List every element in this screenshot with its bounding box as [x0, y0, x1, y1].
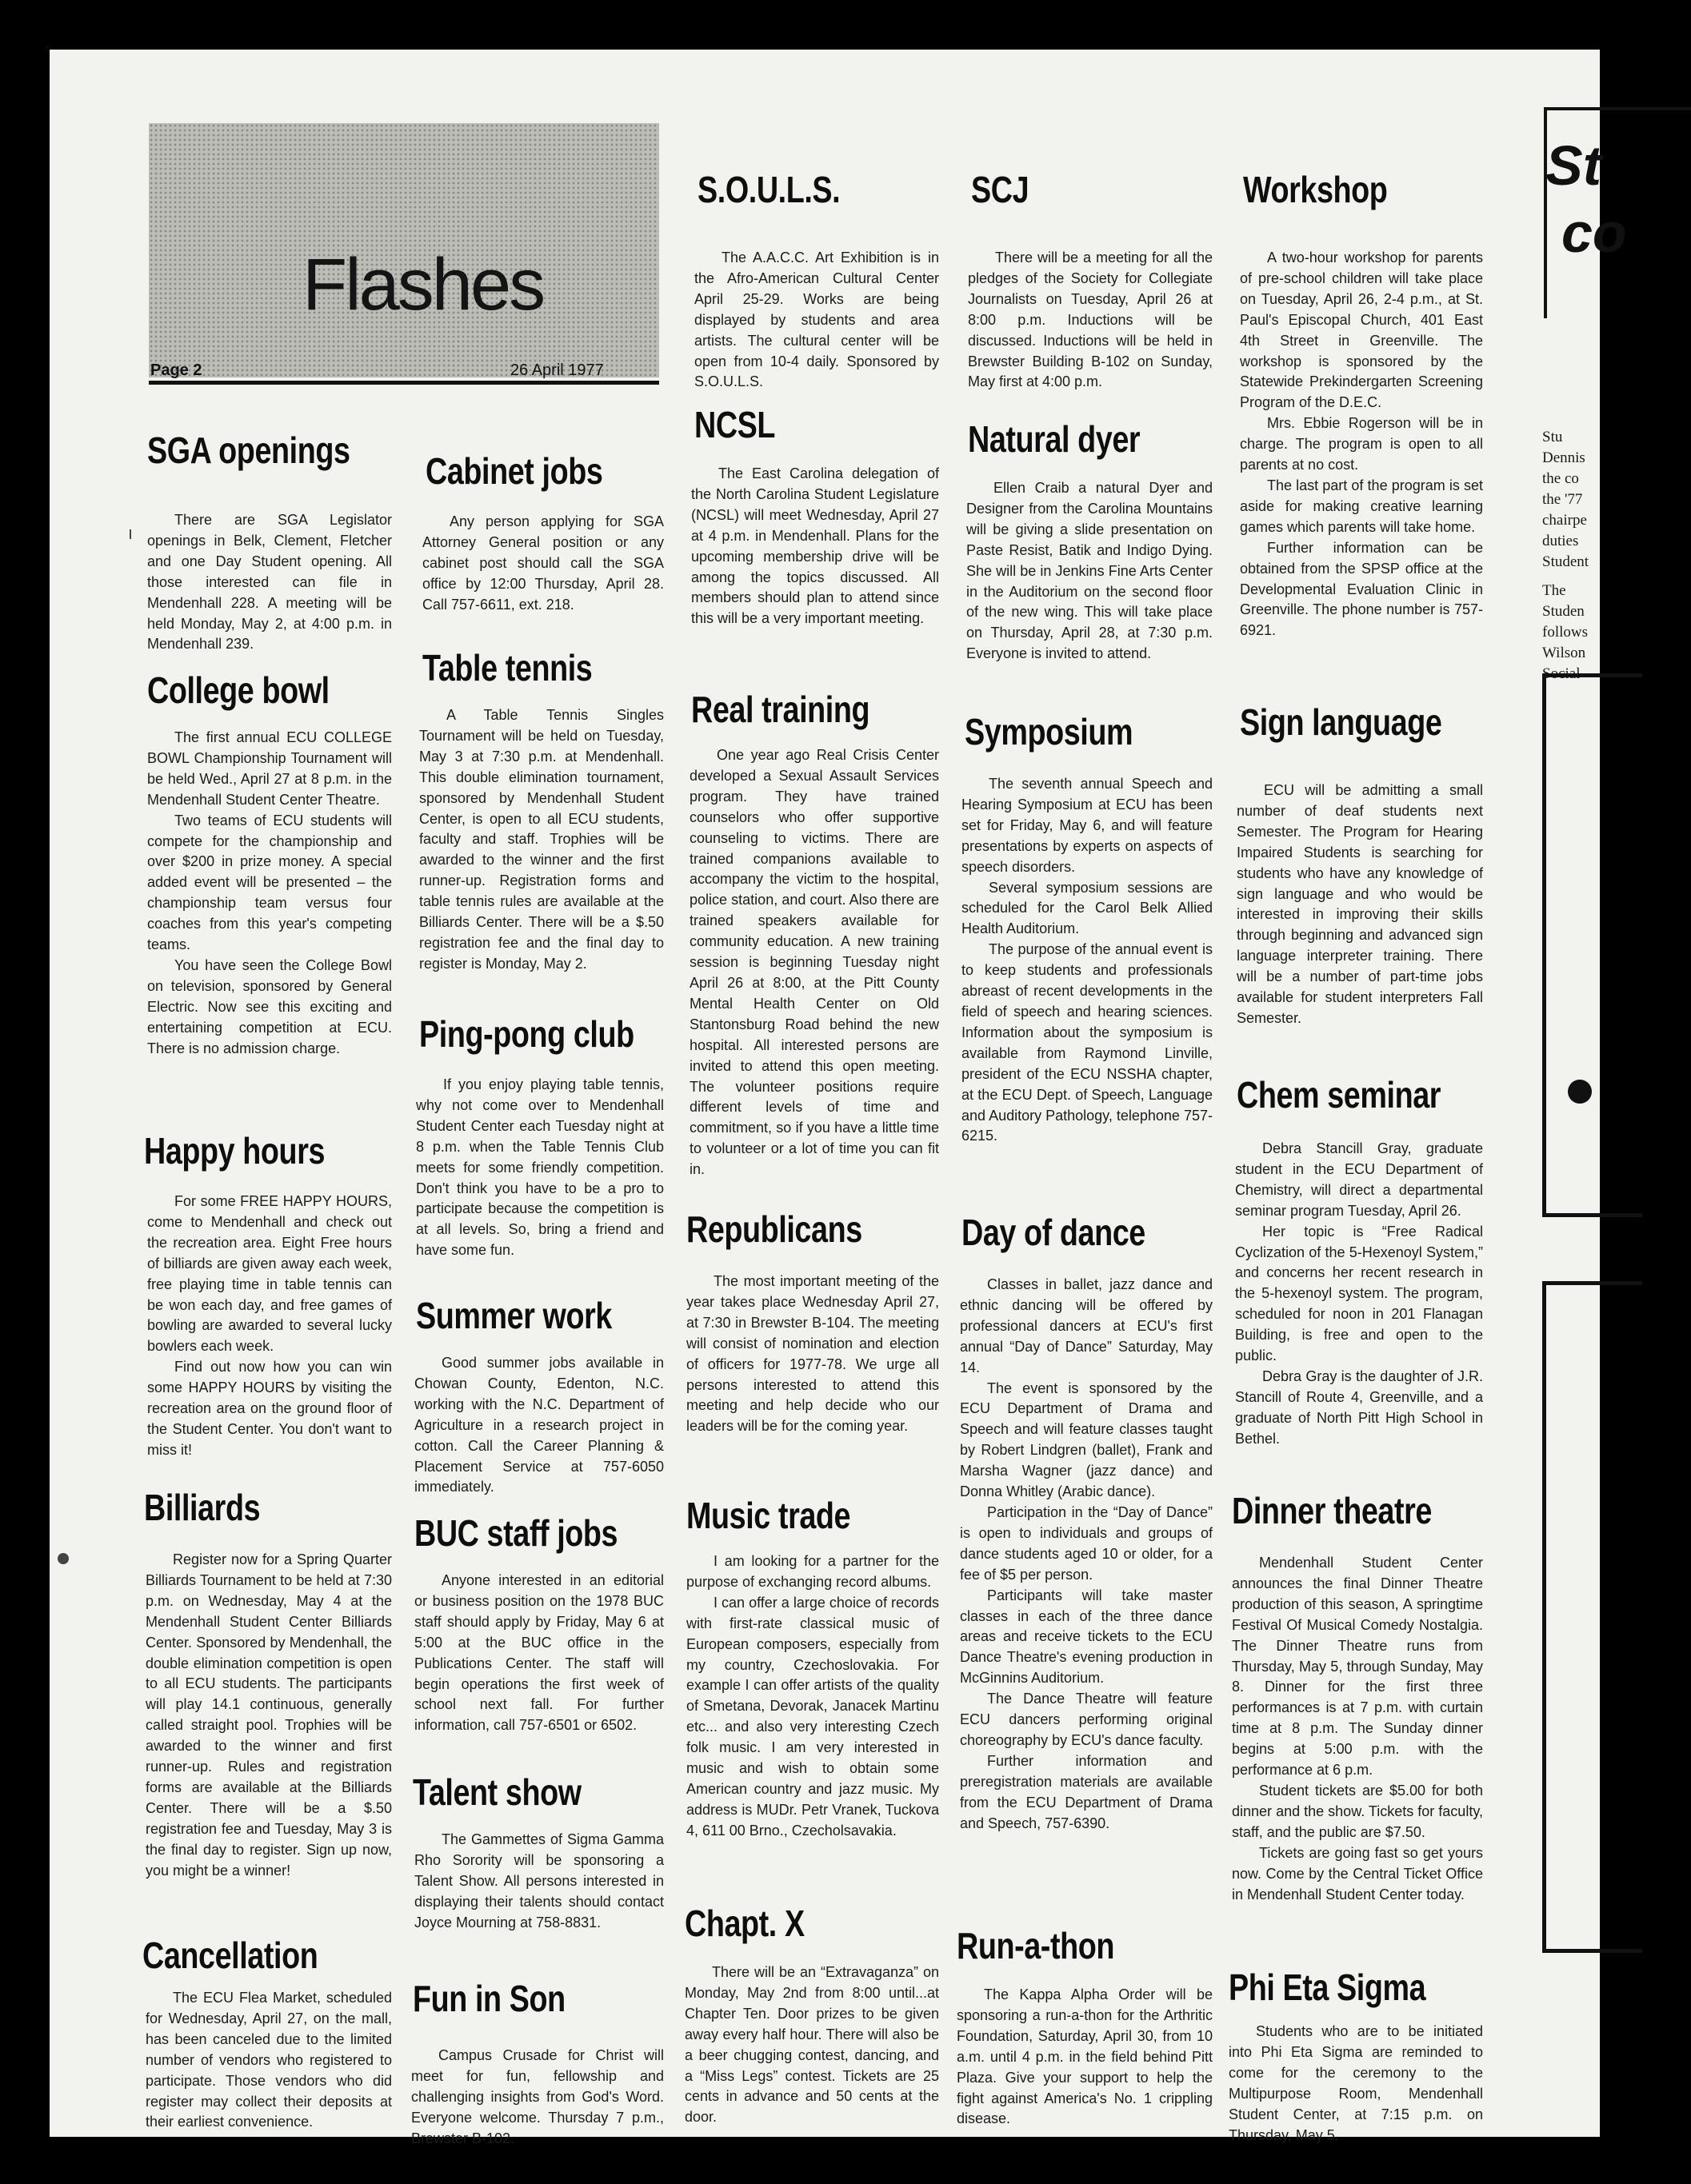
article-paragraph: Ellen Craib a natural Dyer and Designer from the Carolina Mountains will be giving a slide presentation on Paste Resist, Batik and Indigo Dying. She will be in Jenkins Fine Arts Center in the Auditorium on the second floor of the new wing. This will take place on Thursday, April 28, at 7:30 p.m. Everyone is invited to attend. — [966, 480, 1213, 662]
adjacent-text-line: Studen — [1542, 603, 1585, 620]
article-body — [419, 705, 664, 975]
article-headline: Natural dyer — [968, 418, 1141, 460]
article-paragraph: Classes in ballet, jazz dance and ethnic dancing will be offered by professional dancers at ECU's first annual “Day of Dance” Saturday, May 14. — [960, 1276, 1213, 1375]
article-paragraph: ECU will be admitting a small number of deaf students next Semester. The Program for Hearing Impaired Students is searching for students who have any knowledge of sign language and who would be interested in improving their skills through beginning and advanced sign language interpreter training. There will be a number of part-time jobs available for student interpreters Fall Semester. — [1237, 782, 1483, 1026]
article-paragraph: Participants will take master classes in each of the three dance areas and receive tickets to the ECU Dance Theatre's evening production in McGinnins Auditorium. — [960, 1587, 1213, 1687]
article-headline: Republicans — [686, 1208, 862, 1250]
article-headline: Workshop — [1243, 169, 1388, 210]
article-headline: Chapt. X — [685, 1903, 805, 1944]
article-body — [961, 774, 1213, 1147]
article-headline: BUC staff jobs — [414, 1512, 618, 1554]
article-headline: Music trade — [686, 1495, 851, 1536]
article-paragraph: Good summer jobs available in Chowan County, Edenton, N.C. working with the N.C. Department of Agriculture in a research project in cotton. Call the Career Planning & Placement Service at 757-6050 immediately. — [414, 1355, 664, 1495]
article-headline: Cancellation — [142, 1934, 318, 1976]
article-paragraph: For some FREE HAPPY HOURS, come to Mendenhall and check out the recreation area. Eight Free hours of billiards are given away each week, free playing time in table tennis can be won each day, and free games of bowling are awarded to several lucky bowlers each week. — [147, 1193, 392, 1355]
folio-rule — [149, 381, 659, 385]
article-paragraph: The most important meeting of the year takes place Wednesday April 27, at 7:30 in Brewster B-104. The meeting will consist of nomination and election of officers for 1977-78. We urge all persons interested to attend this meeting and help decide who our leaders will be for the coming year. — [686, 1273, 939, 1435]
article-headline: Fun in Son — [413, 1978, 566, 2019]
margin-tick — [130, 529, 131, 539]
article-paragraph: Students who are to be initiated into Phi Eta Sigma are reminded to come for the ceremony to the Multipurpose Room, Mendenhall Student Center, at 7:15 p.m. on Thursday, May 5. — [1229, 2023, 1483, 2143]
article-body — [694, 248, 939, 393]
article-body — [966, 478, 1213, 665]
article-paragraph: The purpose of the annual event is to keep students and professionals abreast of recent developments in the field of speech and hearing sciences. Information about the symposium is available from Raymond Linville, president of the ECU NSSHA chapter, at the ECU Dept. of Speech, Language and Auditory Pathology, telephone 757-6215. — [961, 941, 1213, 1144]
article-headline: SGA openings — [147, 429, 350, 471]
article-body — [414, 1353, 664, 1498]
article-paragraph: The East Carolina delegation of the North Carolina Student Legislature (NCSL) will meet Wednesday, April 27 at 4 p.m. in Mendenhall. Plans for the upcoming membership drive will be among the topics discussed. All members should plan to attend since this will be a very important meeting. — [691, 465, 939, 627]
article-headline: Phi Eta Sigma — [1229, 1966, 1426, 2008]
article-body — [968, 248, 1213, 393]
article-paragraph: Student tickets are $5.00 for both dinner and the show. Tickets for faculty, staff, and the public are $7.50. — [1232, 1782, 1483, 1840]
article-paragraph: The Kappa Alpha Order will be sponsoring a run-a-thon for the Arthritic Foundation, Saturday, April 30, from 10 a.m. until 4 p.m. in the field behind Pitt Plaza. Give your support to help the fight against America's No. 1 crippling disease. — [957, 1986, 1213, 2127]
article-body — [1235, 1139, 1483, 1450]
adjacent-text-line: Social — [1542, 665, 1581, 682]
newspaper-page — [50, 50, 1504, 2146]
article-body — [414, 1830, 664, 1934]
adjacent-text-line: the co — [1542, 470, 1579, 487]
article-body — [147, 510, 392, 655]
adjacent-text-line: Student — [1542, 553, 1589, 570]
article-body — [686, 1272, 939, 1437]
article-paragraph: I am looking for a partner for the purpose of exchanging record albums. — [686, 1553, 939, 1590]
article-paragraph: Further information can be obtained from the SPSP office at the Developmental Evaluation Clinic in Greenville. The phone number is 757-6921. — [1240, 539, 1483, 639]
article-headline: SCJ — [971, 169, 1029, 210]
adjacent-headline-fragment: co — [1561, 202, 1627, 264]
adjacent-box-border — [1542, 1281, 1642, 1953]
article-body — [960, 1275, 1213, 1834]
article-headline: Sign language — [1240, 701, 1442, 743]
issue-date: 26 April 1977 — [510, 361, 604, 379]
article-paragraph: Find out now how you can win some HAPPY HOURS by visiting the recreation area on the ground floor of the Student Center. You don't want to miss it! — [147, 1359, 392, 1458]
article-headline: Real training — [691, 689, 870, 730]
article-paragraph: I can offer a large choice of records with first-rate classical music of European composers, especially from my country, Czechoslovakia. For example I can offer artists of the quality of Smetana, Devorak, Janacek Martinu etc... and also very interesting Czech folk music. I am very interested in music and wish to obtain some American country and jazz music. My address is MUDr. Petr Vranek, Tuckova 4, 611 00 Brno., Czecholsavakia. — [686, 1594, 939, 1839]
article-paragraph: The A.A.C.C. Art Exhibition is in the Afro-American Cultural Center April 25-29. Works are being displayed by students and area artists. The cultural center will be open from 10-4 daily. Sponsored by S.O.U.L.S. — [694, 250, 939, 390]
article-body — [416, 1075, 664, 1261]
article-paragraph: Debra Gray is the daughter of J.R. Stancill of Route 4, Greenville, and a graduate of North Pitt High School in Bethel. — [1235, 1367, 1483, 1447]
flashes-masthead — [149, 123, 659, 377]
article-body — [685, 1962, 939, 2128]
article-body — [691, 464, 939, 629]
article-body — [1240, 248, 1483, 641]
article-paragraph: The event is sponsored by the ECU Department of Drama and Speech and will feature classes taught by Robert Lindgren (ballet), Frank and Marsha Wagner (jazz dance) and Donna Whitley (Arabic dance). — [960, 1379, 1213, 1500]
adjacent-text-line: Wilson — [1542, 645, 1586, 661]
article-body — [1229, 2022, 1483, 2146]
article-headline: Billiards — [144, 1487, 261, 1528]
masthead-title: Flashes — [302, 244, 544, 325]
adjacent-text-line: chairpe — [1542, 512, 1587, 529]
adjacent-text-line: Stu — [1542, 429, 1563, 445]
article-headline: Talent show — [413, 1771, 582, 1813]
article-paragraph: There will be an “Extravaganza” on Monday, May 2nd from 8:00 until...at Chapter Ten. Door prizes to be given away every half hour. There will also be a beer chugging contest, dancing, and a “Miss Legs” contest. Tickets are 25 cents in advance and 50 cents at the door. — [685, 1964, 939, 2126]
article-paragraph: Participation in the “Day of Dance” is open to individuals and groups of dance students aged 10 or older, for a fee of $5 per person. — [960, 1503, 1213, 1583]
article-body — [146, 1550, 392, 1882]
article-paragraph: Further information and preregistration materials are available from the ECU Department of Drama and Speech, 757-6390. — [960, 1752, 1213, 1831]
article-paragraph: Mendenhall Student Center announces the final Dinner Theatre production of this season, A springtime Festival Of Musical Comedy Nostalgia. The Dinner Theatre runs from Thursday, May 5, through Sunday, May 8. Dinner for the first three performances is at 7 p.m. with curtain time at 8 p.m. The Sunday dinner begins at 5:00 p.m. with the performance at 6 p.m. — [1232, 1555, 1483, 1779]
adjacent-text-line: The — [1542, 582, 1566, 599]
article-paragraph: Her topic is “Free Radical Cyclization of the 5-Hexenoyl System,” and concerns her recent research in the 5-hexenoyl system. The program, scheduled for noon in 201 Flanagan Building, is free and open to the public. — [1235, 1223, 1483, 1364]
article-headline: Symposium — [965, 711, 1133, 753]
article-headline: Run-a-thon — [957, 1925, 1115, 1966]
article-headline: NCSL — [694, 404, 776, 445]
article-paragraph: Mrs. Ebbie Rogerson will be in charge. The program is open to all parents at no cost. — [1240, 415, 1483, 473]
article-headline: College bowl — [147, 669, 330, 711]
adjacent-text-line: Dennis — [1542, 449, 1585, 466]
article-paragraph: The first annual ECU COLLEGE BOWL Championship Tournament will be held Wed., April 27 at 8 p.m. in the Mendenhall Student Center Theatre. — [147, 729, 392, 808]
adjacent-page-fragment — [1497, 50, 1627, 2137]
adjacent-text-line: follows — [1542, 624, 1588, 641]
article-paragraph: Tickets are going fast so get yours now. Come by the Central Ticket Office in Mendenhall Student Center today. — [1232, 1844, 1483, 1903]
adjacent-headline-fragment: St — [1545, 134, 1601, 197]
article-body — [686, 1551, 939, 1842]
adjacent-text-line: duties — [1542, 533, 1579, 549]
article-paragraph: A two-hour workshop for parents of pre-school children will take place on Tuesday, April 26, 2-4 p.m., at St. Paul's Episcopal Church, 401 East 4th Street in Greenville. The workshop is sponsored by the Statewide Prekindergarten Screening Program of the D.E.C. — [1240, 250, 1483, 411]
article-body — [1232, 1553, 1483, 1905]
article-headline: Chem seminar — [1237, 1074, 1441, 1116]
article-paragraph: There will be a meeting for all the pledges of the Society for Collegiate Journalists on Tuesday, April 26 at 8:00 p.m. Inductions will be discussed. Inductions will be held in Brewster Building B-102 on Sunday, May first at 4:00 p.m. — [968, 250, 1213, 390]
article-body — [690, 745, 939, 1180]
article-headline: S.O.U.L.S. — [698, 169, 841, 210]
article-paragraph: If you enjoy playing table tennis, why not come over to Mendenhall Student Center each Tuesday night at 8 p.m. when the Table Tennis Club meets for some friendly competition. Don't think you have to be a pro to participate because the competition is at all levels. So, bring a friend and have some fun. — [416, 1076, 664, 1259]
article-headline: Happy hours — [144, 1130, 326, 1172]
article-paragraph: Anyone interested in an editorial or business position on the 1978 BUC staff should apply by Friday, May 6 at 5:00 at the BUC office in the Publications Center. The staff will begin operations the first week of school next fall. For further information, call 757-6501 or 6502. — [414, 1572, 664, 1734]
page-number: Page 2 — [150, 361, 202, 379]
article-body — [411, 2046, 664, 2150]
article-paragraph: You have seen the College Bowl on television, sponsored by General Electric. Now see this exciting and entertaining competition at ECU. There is no admission charge. — [147, 956, 392, 1056]
article-paragraph: Debra Stancill Gray, graduate student in the ECU Department of Chemistry, will direct a departmental seminar program Tuesday, April 26. — [1235, 1140, 1483, 1219]
article-headline: Day of dance — [961, 1212, 1145, 1253]
bullet-dot — [1568, 1080, 1592, 1104]
article-paragraph: One year ago Real Crisis Center developed a Sexual Assault Services program. They have trained counselors who offer supportive counseling to victims. There are trained companions available to accompany the victim to the hospital, police station, and court. Also there are trained speakers available for community education. A new training session is beginning Tuesday night April 26 at 8:00, at the Pitt County Mental Health Center on Old Stantonsburg Road behind the new hospital. All interested persons are invited to attend this open meeting. The volunteer positions require different levels of time and commitment, so if you have a little time to volunteer or a lot of time you can fit in. — [690, 747, 939, 1178]
adjacent-box-border — [1542, 673, 1642, 1217]
article-paragraph: Two teams of ECU students will compete for the championship and over $200 in prize money. A special added event will be presented – the championship team versus four coaches from this year's competing teams. — [147, 812, 392, 953]
article-paragraph: Several symposium sessions are scheduled for the Carol Belk Allied Health Auditorium. — [961, 879, 1213, 937]
article-body — [1237, 781, 1483, 1029]
article-paragraph: Register now for a Spring Quarter Billiards Tournament to be held at 7:30 p.m. on Wednesday, May 4 at the Mendenhall Student Center Billiards Center. Sponsored by Mendenhall, the double elimination competition is open to all ECU students. The participants will play 14.1 continuous, generally called straight pool. Trophies will be awarded to the winner and first runner-up. Rules and registration forms are available at the Billiards Center. There will be a $.50 registration fee and Tuesday, May 3 is the final day to register. Sign up now, you might be a winner! — [146, 1551, 392, 1879]
article-paragraph: The last part of the program is set aside for making creative learning games which parents will take home. — [1240, 477, 1483, 535]
article-headline: Dinner theatre — [1232, 1490, 1432, 1531]
article-paragraph: Campus Crusade for Christ will meet for fun, fellowship and challenging insights from God's Word. Everyone welcome. Thursday 7 p.m., Brewster B-102. — [411, 2047, 664, 2146]
margin-speck — [58, 1553, 69, 1564]
article-body — [957, 1985, 1213, 2130]
article-paragraph: The seventh annual Speech and Hearing Symposium at ECU has been set for Friday, May 6, and will feature presentations by experts on aspects of speech disorders. — [961, 776, 1213, 875]
article-body — [422, 512, 664, 616]
article-body — [147, 728, 392, 1060]
article-paragraph: The Gammettes of Sigma Gamma Rho Sorority will be sponsoring a Talent Show. All persons interested in displaying their talents should contact Joyce Mourning at 758-8831. — [414, 1831, 664, 1930]
article-headline: Table tennis — [422, 647, 593, 689]
article-body — [414, 1571, 664, 1736]
adjacent-text-line: the '77 — [1542, 491, 1583, 508]
article-paragraph: The ECU Flea Market, scheduled for Wednesday, April 27, on the mall, has been canceled due to the limited number of vendors who registered to participate. Those vendors who did register may collect their deposits at their earliest convenience. — [146, 1990, 392, 2130]
article-paragraph: Any person applying for SGA Attorney General position or any cabinet post should call the SGA office by 12:00 Thursday, April 28. Call 757-6611, ext. 218. — [422, 513, 664, 613]
article-paragraph: There are SGA Legislator openings in Belk, Clement, Fletcher and one Day Student opening. All those interested can file in Mendenhall 228. A meeting will be held Monday, May 2, at 4:00 p.m. in Mendenhall 239. — [147, 512, 392, 653]
article-paragraph: A Table Tennis Singles Tournament will be held on Tuesday, May 3 at 7:30 p.m. at Mendenhall. This double elimination tournament, sponsored by Mendenhall Student Center, is open to all ECU students, faculty and staff. Trophies will be awarded to the winner and the first runner-up. Registration forms and table tennis rules are available at the Billiards Center. There will be a $.50 registration fee and the final day to register is Monday, May 2. — [419, 707, 664, 972]
article-headline: Ping-pong club — [419, 1013, 634, 1055]
article-headline: Cabinet jobs — [426, 450, 603, 492]
article-paragraph: The Dance Theatre will feature ECU dancers performing original choreography by ECU's dance faculty. — [960, 1691, 1213, 1748]
article-body — [146, 1988, 392, 2133]
article-body — [147, 1192, 392, 1461]
article-headline: Summer work — [416, 1295, 612, 1336]
